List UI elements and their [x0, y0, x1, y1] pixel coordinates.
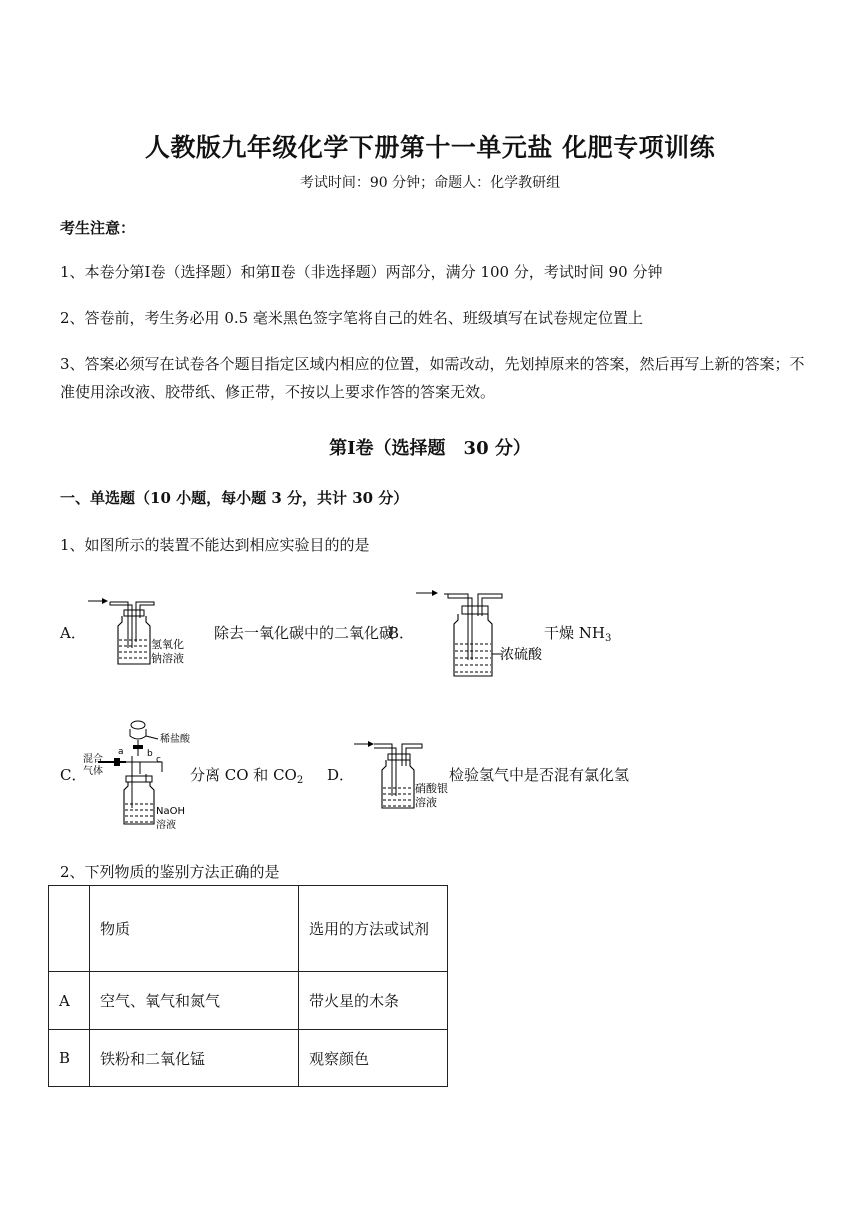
option-c-acid-label: 稀盐酸: [160, 734, 190, 745]
option-c-letter: C．: [60, 766, 87, 784]
option-c-b-label: b: [147, 749, 153, 759]
part-title: 一、单选题（10 小题，每小题 3 分，共计 30 分）: [60, 489, 409, 507]
option-c-text-sub: 2: [296, 775, 304, 786]
option-d-text: 检验氢气中是否混有氯化氢: [449, 766, 630, 784]
option-b-text-main: 干燥 NH: [544, 624, 605, 642]
option-c-c-label: c: [156, 755, 161, 765]
option-d-label-2: 溶液: [415, 796, 437, 809]
option-b-label: 浓硫酸: [500, 647, 542, 663]
option-b-letter: B．: [388, 624, 415, 642]
option-a-text: 除去一氧化碳中的二氧化碳: [214, 624, 395, 642]
section-title: 第Ⅰ卷（选择题 30 分）: [329, 438, 531, 459]
notice-item-1: 1、本卷分第Ⅰ卷（选择题）和第Ⅱ卷（非选择题）两部分，满分 100 分，考试时间 90 分钟: [60, 263, 663, 281]
page-title: 人教版九年级化学下册第十一单元盐 化肥专项训练: [144, 133, 716, 162]
table-cell: A: [49, 972, 90, 1030]
table-row: [49, 972, 448, 1030]
notice-heading: 考生注意：: [60, 219, 136, 237]
option-c-a-label: a: [118, 747, 124, 757]
option-a-letter: A．: [60, 624, 86, 642]
table-cell: 空气、氧气和氮气: [90, 972, 299, 1030]
option-c-gas-label-2: 气体: [83, 766, 103, 777]
table-row: [49, 1030, 448, 1087]
table-header-cell: [49, 886, 90, 972]
option-b-apparatus-figure: [410, 588, 550, 680]
table-header-cell: 物质: [90, 886, 299, 972]
option-d-label-1: 硝酸银: [415, 782, 448, 795]
option-c-naoh-label-2: 溶液: [156, 820, 176, 831]
exam-info: 考试时间：90 分钟；命题人：化学教研组: [299, 175, 561, 191]
option-a-label-1: 氢氧化: [151, 638, 184, 651]
option-d-letter: D．: [327, 766, 355, 784]
option-b-text: [544, 622, 611, 644]
table-header-cell: 选用的方法或试剂: [299, 886, 448, 972]
option-a-apparatus-figure: [84, 596, 214, 670]
option-c-text: [190, 764, 303, 786]
option-c-gas-label-1: 混合: [83, 754, 103, 765]
table-header-row: [49, 886, 448, 972]
question-2-stem: 2、下列物质的鉴别方法正确的是: [60, 863, 280, 881]
option-d-apparatus-figure: [352, 736, 452, 812]
option-c-naoh-label-1: NaOH: [156, 806, 185, 817]
table-cell: B: [49, 1030, 90, 1087]
table-cell: 观察颜色: [299, 1030, 448, 1087]
table-cell: 带火星的木条: [299, 972, 448, 1030]
question-2-table: [48, 885, 448, 1087]
question-1-stem: 1、如图所示的装置不能达到相应实验目的的是: [60, 536, 370, 554]
table-cell: 铁粉和二氧化锰: [90, 1030, 299, 1087]
notice-item-3: 3、答案必须写在试卷各个题目指定区域内相应的位置，如需改动，先划掉原来的答案，然后再写上新的答案；不准使用涂改液、胶带纸、修正带，不按以上要求作答的答案无效。: [60, 355, 805, 401]
option-c-text-main: 分离 CO 和 CO: [190, 766, 297, 784]
option-b-text-sub: 3: [604, 633, 612, 644]
notice-item-2: 2、答卷前，考生务必用 0.5 毫米黑色签字笔将自己的姓名、班级填写在试卷规定位置上: [60, 309, 643, 327]
option-a-label-2: 钠溶液: [151, 652, 184, 665]
